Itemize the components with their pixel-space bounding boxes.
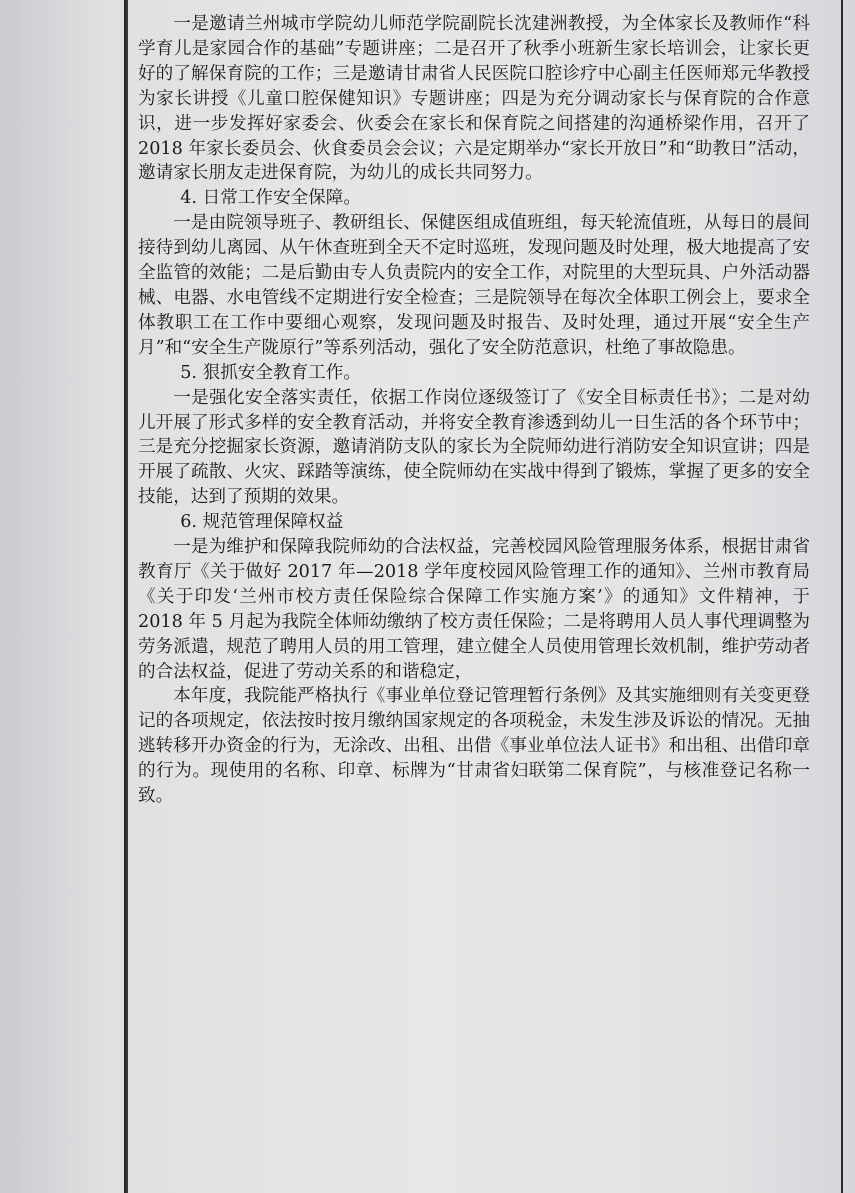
heading-rights-protection: 6. 规范管理保障权益 [180, 512, 344, 533]
heading-safety-education: 5. 狠抓安全教育工作。 [180, 362, 361, 383]
document-body [138, 12, 810, 809]
table-left-rule [126, 0, 128, 1193]
heading-daily-safety: 4. 日常工作安全保障。 [180, 188, 361, 209]
paragraph-safety-education: 一是强化安全落实责任，依据工作岗位逐级签订了《安全目标责任书》；二是对幼儿开展了形式多样的安全教育活动，并将安全教育渗透到幼儿一日生活的各个环节中；三是充分挖掘家长资源，邀请消防支队的家长为全院师幼进行消防安全知识宣讲；四是开展了疏散、火灾、踩踏等演练，使全院师幼在实战中得到了锻炼，掌握了更多的安全技能，达到了预期的效果。 [138, 387, 810, 508]
paragraph-daily-safety: 一是由院领导班子、教研组长、保健医组成值班组，每天轮流值班，从每日的晨间接待到幼儿离园、从午休查班到全天不定时巡班，发现问题及时处理，极大地提高了安全监管的效能；二是后勤由专人负责院内的安全工作，对院里的大型玩具、户外活动器械、电器、水电管线不定期进行安全检查；三是院领导在每次全体职工例会上，要求全体教职工在工作中要细心观察，发现问题及时报告、及时处理，通过开展“安全生产月”和“安全生产陇原行”等系列活动，强化了安全防范意识，杜绝了事故隐患。 [138, 213, 810, 358]
paragraph-rights-protection: 一是为维护和保障我院师幼的合法权益，完善校园风险管理服务体系，根据甘肃省教育厅《关于做好 2017 年—2018 学年度校园风险管理工作的通知》、兰州市教育局《关于印发‘兰州市校方责任保险综合保障工作实施方案’》的通知》文件精神，于 2018 年 5 月起为我院全体师幼缴纳了校方责任保险；二是将聘用人员人事代理调整为劳务派遣，规范了聘用人员的用工管理，建立健全人员使用管理长效机制，维护劳动者的合法权益，促进了劳动关系的和谐稳定， [138, 537, 810, 682]
paragraph-annual-compliance: 本年度，我院能严格执行《事业单位登记管理暂行条例》及其实施细则有关变更登记的各项规定，依法按时按月缴纳国家规定的各项税金，未发生涉及诉讼的情况。无抽逃转移开办资金的行为，无涂改、出租、出借《事业单位法人证书》和出租、出借印章的行为。现使用的名称、印章、标牌为“甘肃省妇联第二保育院”，与核准登记名称一致。 [138, 686, 810, 807]
paragraph-family-cooperation: 一是邀请兰州城市学院幼儿师范学院副院长沈建洲教授，为全体家长及教师作“科学育儿是家园合作的基础”专题讲座；二是召开了秋季小班新生家长培训会，让家长更好的了解保育院的工作；三是邀请甘肃省人民医院口腔诊疗中心副主任医师郑元华教授为家长讲授《儿童口腔保健知识》专题讲座；四是为充分调动家长与保育院的合作意识，进一步发挥好家委会、伙委会在家长和保育院之间搭建的沟通桥梁作用，召开了 2018 年家长委员会、伙食委员会会议；六是定期举办“家长开放日”和“助教日”活动，邀请家长朋友走进保育院，为幼儿的成长共同努力。 [138, 14, 810, 184]
